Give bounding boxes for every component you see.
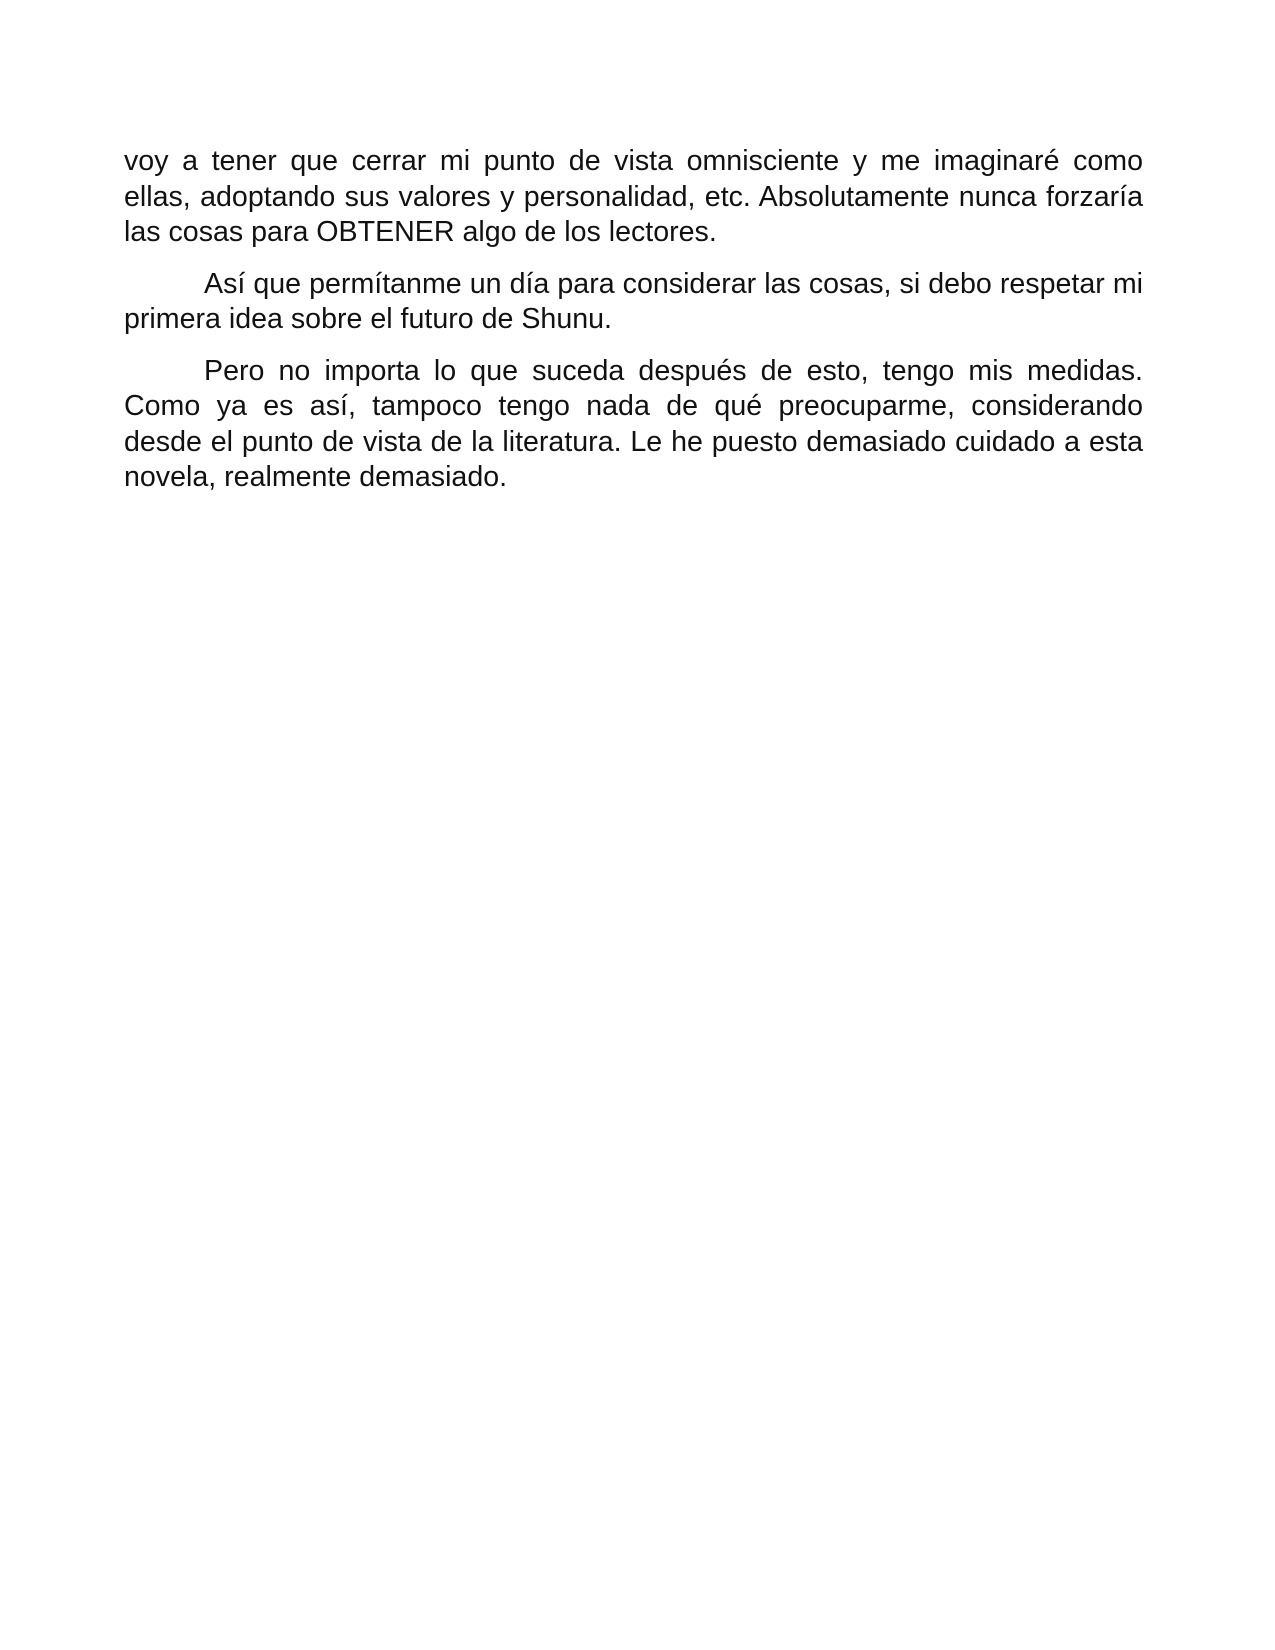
body-text bbox=[124, 144, 1143, 512]
paragraph-3-text: Pero no importa lo que suceda después de esto, tengo mis medidas. Como ya es así, tampoco tengo nada de qué preocuparme, considerando desde el punto de vista de la literatura. Le he puesto demasiado cuidado a esta novela, realmente demasiado. bbox=[124, 354, 1143, 493]
paragraph-1: voy a tener que cerrar mi punto de vista omnisciente y me imaginaré como ellas, adoptando sus valores y personalidad, etc. Absolutamente nunca forzaría las cosas para OBTENER algo de los lectores. bbox=[124, 145, 1143, 248]
paragraph-3 bbox=[124, 354, 1143, 496]
paragraph-2: Así que permítanme un día para considerar las cosas, si debo respetar mi primera idea sobre el futuro de Shunu. bbox=[124, 267, 1143, 335]
